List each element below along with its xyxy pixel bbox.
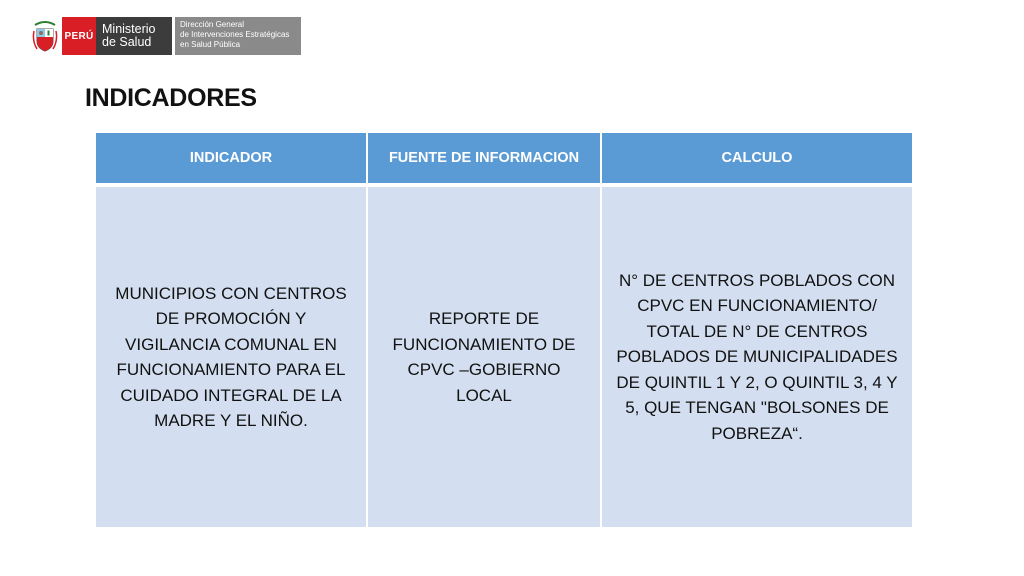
column-header-indicador: INDICADOR — [95, 132, 367, 185]
directorate-name — [175, 17, 301, 55]
table-row — [95, 185, 913, 528]
page-title: INDICADORES — [85, 84, 257, 112]
ministry-logo-bar — [32, 17, 301, 55]
ministry-line-2: de Salud — [102, 35, 152, 49]
ministry-name — [96, 17, 172, 55]
directorate-line-3: en Salud Pública — [180, 40, 241, 49]
indicators-table — [94, 131, 914, 529]
peru-badge: PERÚ — [62, 17, 96, 55]
directorate-line-1: Dirección General — [180, 20, 245, 29]
ministry-line-1: Ministerio — [102, 22, 156, 36]
cell-indicador: MUNICIPIOS CON CENTROS DE PROMOCIÓN Y VIGILANCIA COMUNAL EN FUNCIONAMIENTO PARA EL CUIDADO INTEGRAL DE LA MADRE Y EL NIÑO. — [95, 185, 367, 528]
cell-fuente: REPORTE DE FUNCIONAMIENTO DE CPVC –GOBIERNO LOCAL — [367, 185, 601, 528]
cell-calculo: N° DE CENTROS POBLADOS CON CPVC EN FUNCIONAMIENTO/ TOTAL DE N° DE CENTROS POBLADOS DE MUNICIPALIDADES DE QUINTIL 1 Y 2, O QUINTIL 3, 4 Y 5, QUE TENGAN "BOLSONES DE POBREZA“. — [601, 185, 913, 528]
table-header-row — [95, 132, 913, 185]
column-header-calculo: CALCULO — [601, 132, 913, 185]
national-crest-icon — [32, 17, 58, 55]
column-header-fuente: FUENTE DE INFORMACION — [367, 132, 601, 185]
directorate-line-2: de Intervenciones Estratégicas — [180, 30, 290, 39]
